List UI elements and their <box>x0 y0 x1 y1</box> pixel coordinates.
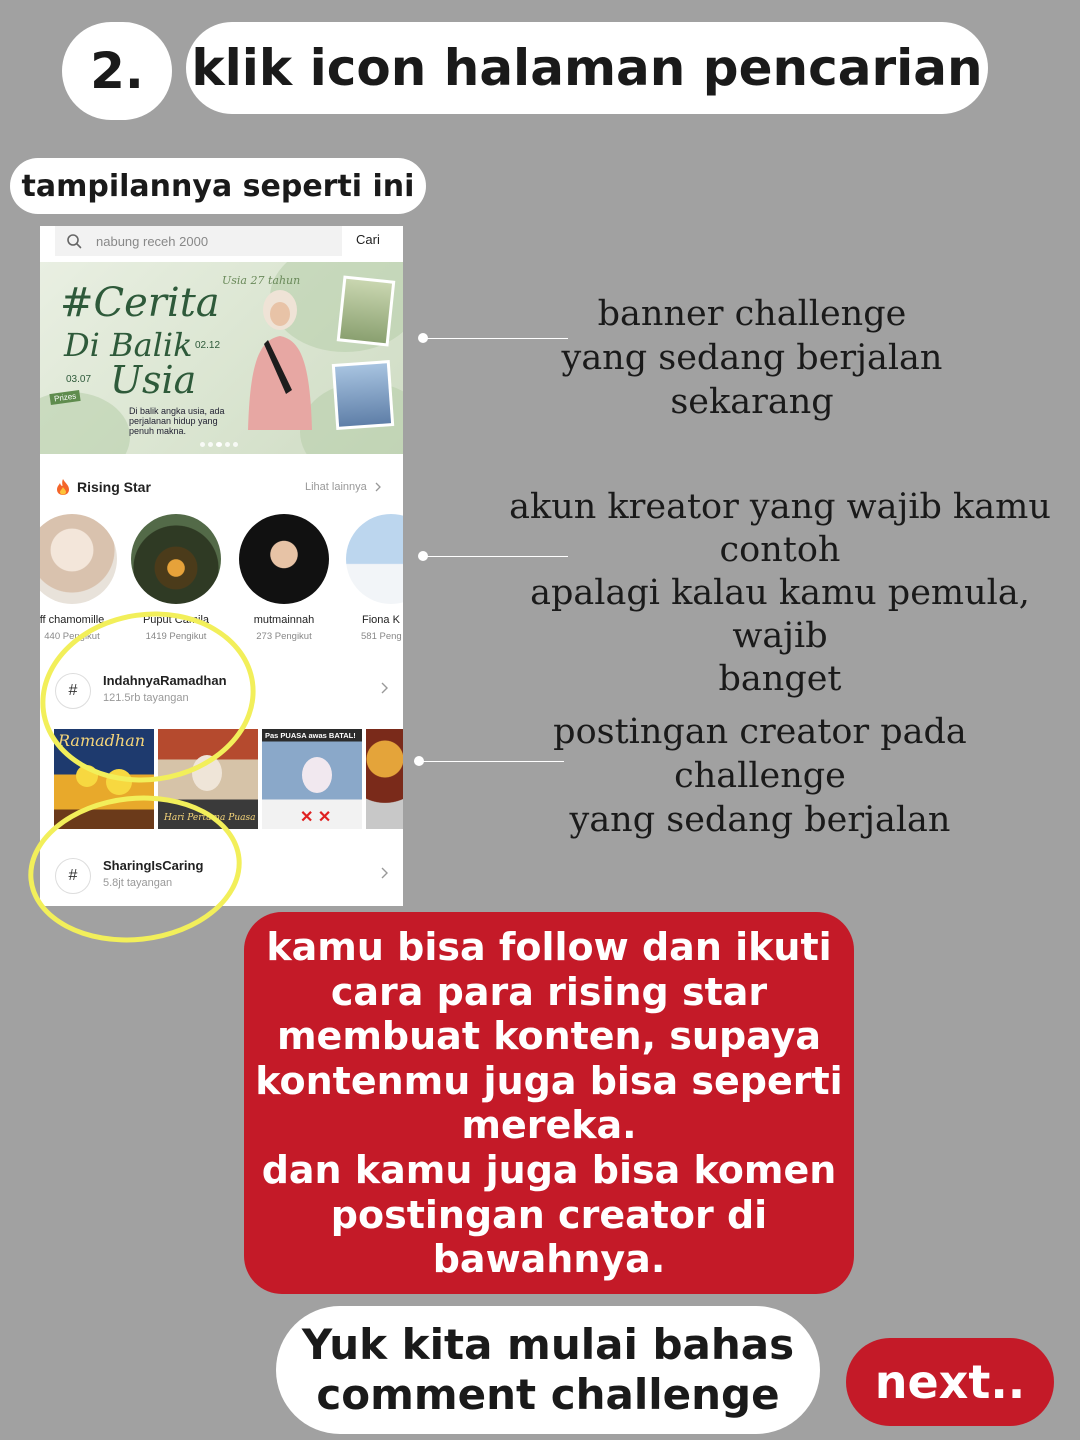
creator-name: mutmainnah <box>253 614 315 626</box>
hashtag-icon: # <box>55 858 91 894</box>
hashtag-name: IndahnyaRamadhan <box>103 673 227 688</box>
banner-photo <box>337 275 396 346</box>
challenge-banner[interactable] <box>40 262 403 454</box>
creator-followers: 1419 Pengikut <box>145 631 207 642</box>
banner-prizes-label: Prizes <box>49 390 80 405</box>
thumbnail-caption: Pas PUASA awas BATAL! <box>265 731 356 740</box>
search-button[interactable]: Cari <box>356 232 380 247</box>
creator-name: ff chamomille <box>40 614 105 626</box>
cta-line2: comment challenge <box>316 1370 780 1419</box>
banner-date-end: 02.12 <box>195 340 221 351</box>
post-thumbnail[interactable]: Pas PUASA awas BATAL! ✕ ✕ <box>262 729 362 829</box>
fire-icon <box>55 478 71 496</box>
rising-star-title: Rising Star <box>77 479 151 495</box>
search-placeholder: nabung receh 2000 <box>96 233 209 249</box>
creator-card[interactable] <box>342 514 403 642</box>
banner-title-line1: #Cerita <box>60 280 220 326</box>
banner-annotation: banner challenge yang sedang berjalan sekarang <box>561 294 943 422</box>
post-annotation: postingan creator pada challenge yang sedang berjalan <box>553 712 967 840</box>
post-thumbnail[interactable] <box>366 729 403 829</box>
creator-card[interactable] <box>234 514 334 642</box>
creator-name: Fiona K <box>362 614 400 626</box>
cta-line1: Yuk kita mulai bahas <box>301 1320 795 1369</box>
avatar[interactable] <box>131 514 221 604</box>
next-button[interactable]: next.. <box>846 1338 1054 1426</box>
banner-photo <box>332 360 394 430</box>
banner-pagination[interactable] <box>200 442 238 447</box>
banner-date-start: 03.07 <box>66 374 92 385</box>
step-title: klik icon halaman pencarian <box>186 22 988 114</box>
hashtag-views: 5.8jt tayangan <box>103 877 173 889</box>
subheading: tampilannya seperti ini <box>10 158 426 214</box>
chevron-right-icon <box>374 482 382 492</box>
search-input[interactable] <box>55 226 342 256</box>
banner-title-line2: Di Balik <box>64 326 193 364</box>
banner-tagline: Usia 27 tahun <box>222 274 301 287</box>
cta-banner <box>276 1306 820 1434</box>
creator-followers: 581 Peng <box>361 631 402 642</box>
step-number: 2. <box>62 22 172 120</box>
see-more-link[interactable] <box>305 481 382 493</box>
thumbnail-caption: Ramadhan <box>58 731 146 750</box>
thumbnail-caption: Hari Pertama Puasa <box>164 813 256 823</box>
avatar[interactable] <box>40 514 117 604</box>
banner-title-line3: Usia <box>110 358 197 402</box>
chevron-right-icon <box>379 681 389 695</box>
hashtag-icon: # <box>55 673 91 709</box>
creator-name: Puput Camila <box>142 614 210 626</box>
banner-description: Di balik angka usia, ada perjalanan hidup yang penuh makna. <box>129 406 225 436</box>
banner-woman-illustration <box>240 280 320 430</box>
creator-followers: 440 Pengikut <box>44 631 100 642</box>
see-more-label: Lihat lainnya <box>305 481 367 493</box>
creator-followers: 273 Pengikut <box>256 631 312 642</box>
creator-annotation: akun kreator yang wajib kamu contoh apalagi kalau kamu pemula, wajib banget <box>509 487 1051 699</box>
search-icon <box>66 233 82 249</box>
rising-star-header <box>55 478 151 496</box>
hashtag-name: SharingIsCaring <box>103 858 204 873</box>
avatar[interactable] <box>239 514 329 604</box>
avatar[interactable] <box>346 514 403 604</box>
tips-callout: kamu bisa follow dan ikuti cara para rising star membuat konten, supaya kontenmu juga bisa seperti mereka. dan kamu juga bisa komen postingan creator di bawahnya. <box>244 912 854 1294</box>
hashtag-views: 121.5rb tayangan <box>103 692 189 704</box>
chevron-right-icon <box>379 866 389 880</box>
